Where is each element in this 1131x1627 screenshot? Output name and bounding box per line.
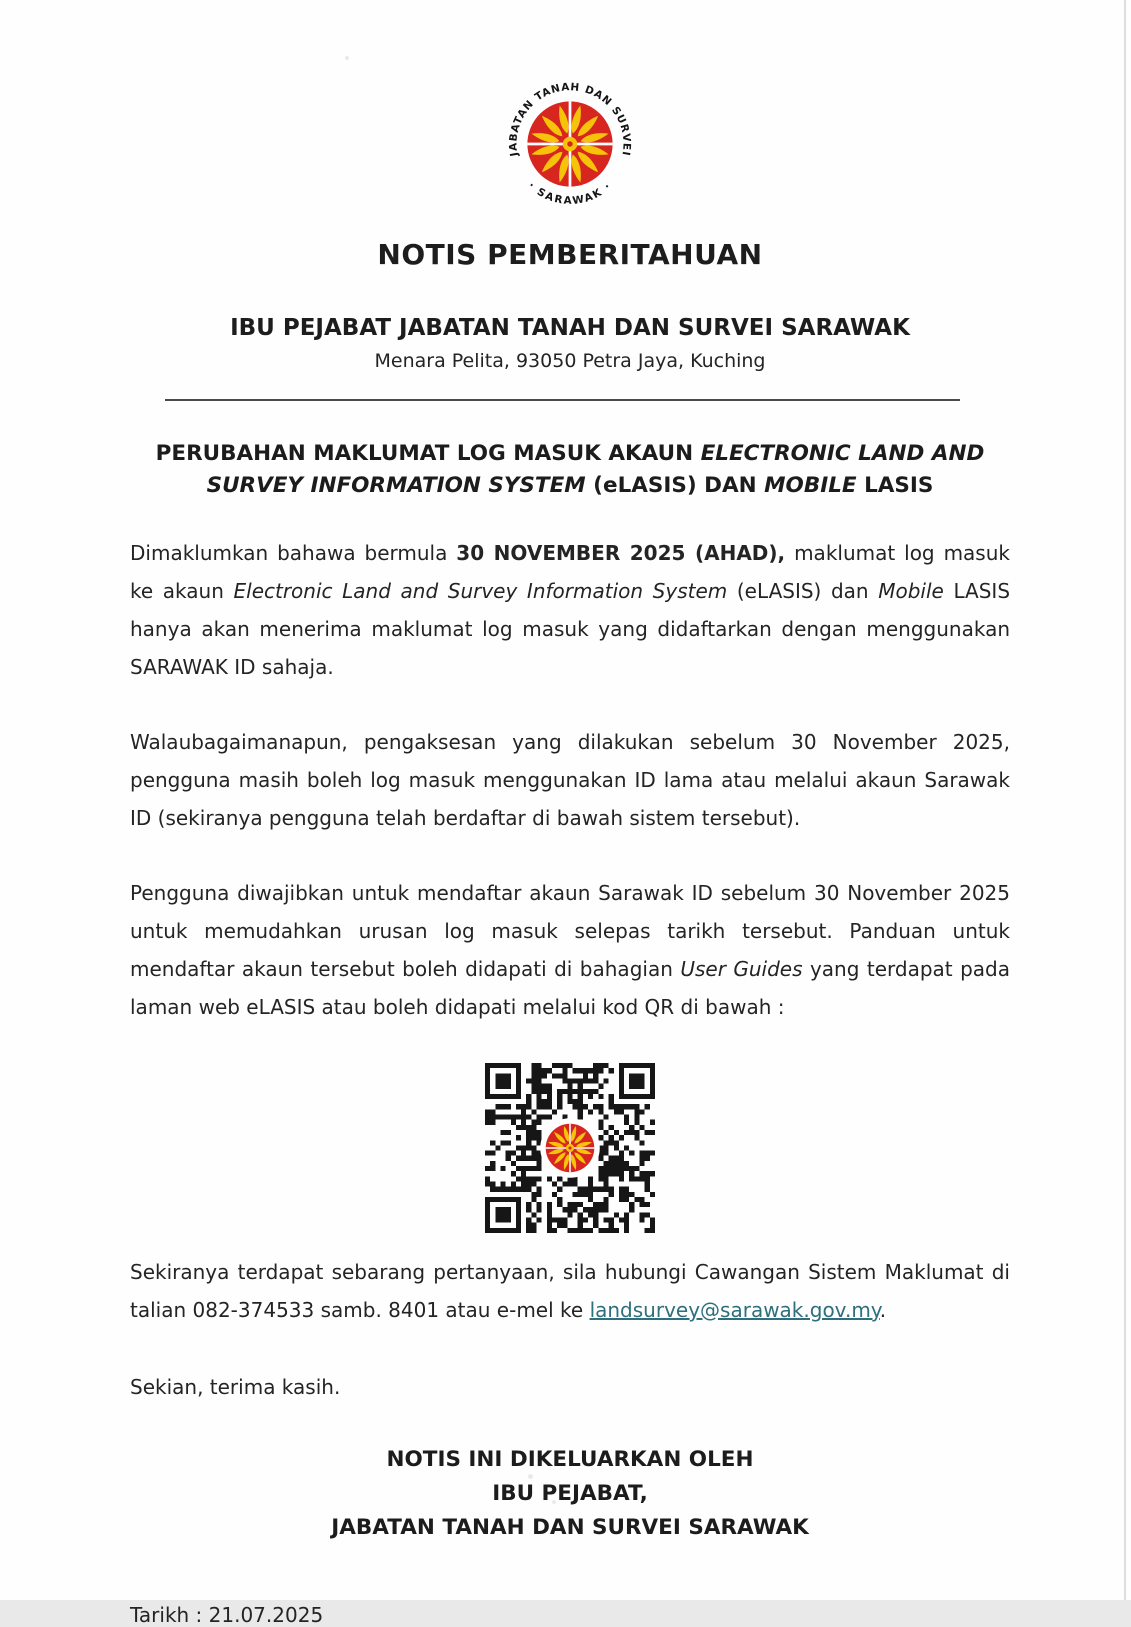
paragraph-3: Pengguna diwajibkan untuk mendaftar akaun Sarawak ID sebelum 30 November 2025 untuk memudahkan urusan log masuk selepas tarikh tersebut. Panduan untuk mendaftar akaun tersebut boleh didapati di bahagian User Guides yang terdapat pada laman web eLASIS atau boleh didapati melalui kod QR di bawah : — [130, 881, 1010, 1019]
paragraph-1: Dimaklumkan bahawa bermula 30 NOVEMBER 2025 (AHAD), maklumat log masuk ke akaun Electronic Land and Survey Information System (eLASIS) dan Mobile LASIS hanya akan menerima maklumat log masuk yang didaftarkan dengan menggunakan SARAWAK ID sahaja. — [130, 541, 1011, 679]
issued-by-block — [130, 1443, 1010, 1545]
page-title: NOTIS PEMBERITAHUAN — [377, 238, 763, 271]
issued-line-2: IBU PEJABAT, — [492, 1481, 648, 1506]
date-line: Tarikh : 21.07.2025 — [130, 1603, 324, 1627]
scan-edge-artifact — [1124, 0, 1126, 1600]
issued-line-3: JABATAN TANAH DAN SURVEI SARAWAK — [331, 1515, 809, 1540]
issued-line-1: NOTIS INI DIKELUARKAN OLEH — [386, 1447, 754, 1472]
closing-line: Sekian, terima kasih. — [130, 1375, 341, 1399]
department-logo-emblem — [502, 76, 638, 212]
divider-rule — [165, 399, 960, 401]
logo-ring-text-top: JABATAN TANAH DAN SURVEI — [507, 81, 633, 158]
organisation-address: Menara Pelita, 93050 Petra Jaya, Kuching — [374, 350, 766, 372]
department-logo — [502, 76, 638, 212]
contact-paragraph: Sekiranya terdapat sebarang pertanyaan, sila hubungi Cawangan Sistem Maklumat di talian 082-374533 samb. 8401 atau e-mel ke landsurvey@sarawak.gov.my. — [130, 1260, 1010, 1322]
paragraph-2: Walaubagaimanapun, pengaksesan yang dilakukan sebelum 30 November 2025, pengguna masih boleh log masuk menggunakan ID lama atau melalui akaun Sarawak ID (sekiranya pengguna telah berdaftar di bawah sistem tersebut). — [130, 730, 1010, 830]
organisation-name: IBU PEJABAT JABATAN TANAH DAN SURVEI SARAWAK — [230, 315, 910, 341]
notice-body — [130, 534, 1010, 1026]
email-link[interactable]: landsurvey@sarawak.gov.my — [589, 1298, 880, 1322]
logo-ring-text-bottom: · SARAWAK · — [525, 179, 615, 208]
qr-center-logo — [539, 1117, 601, 1179]
qr-code — [485, 1063, 655, 1233]
qr-code-block — [130, 1063, 1010, 1233]
notice-subject: PERUBAHAN MAKLUMAT LOG MASUK AKAUN ELECTRONIC LAND AND SURVEY INFORMATION SYSTEM (eLASIS) DAN MOBILE LASIS — [155, 441, 985, 498]
